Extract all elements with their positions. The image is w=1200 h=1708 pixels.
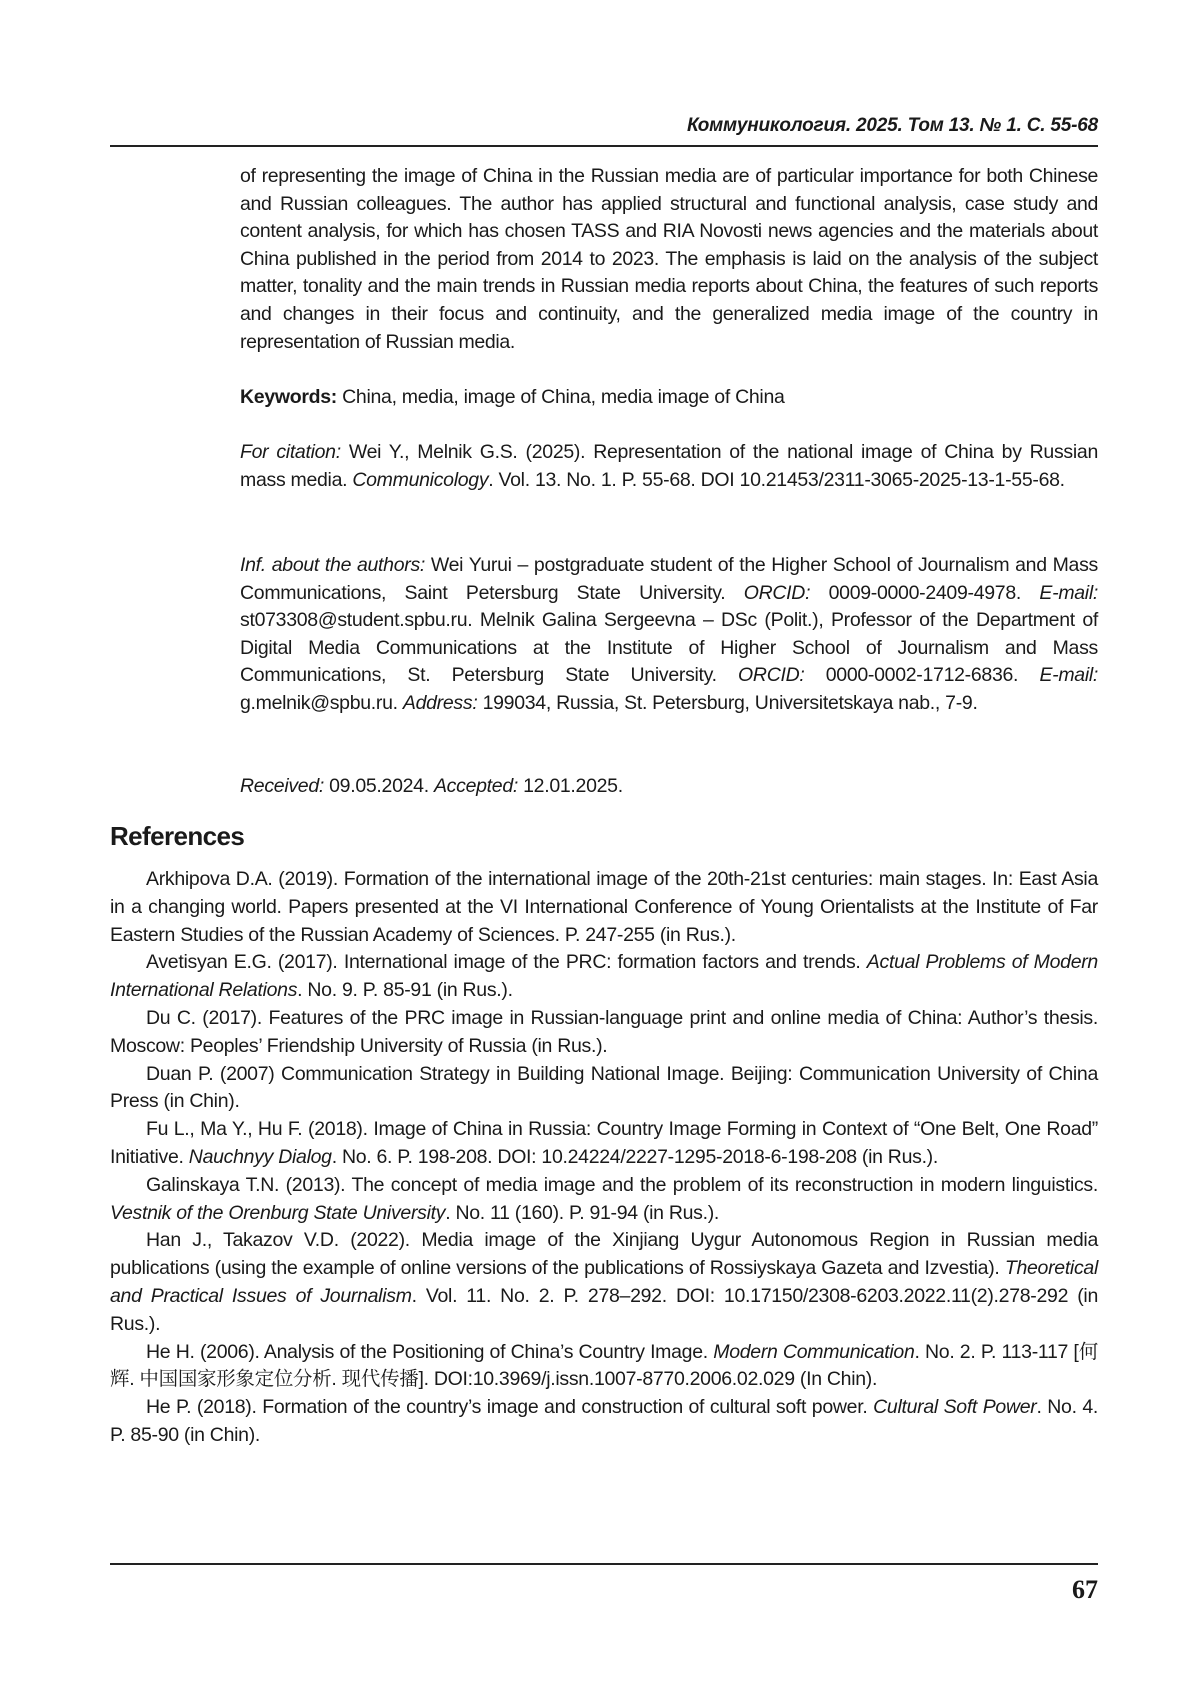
citation-text-1: Wei Y., Melnik G.S. (2025). Representation of the national image of China by Russian mass media. [240, 441, 1098, 491]
reference-source: Nauchnyy Dialog [188, 1145, 332, 1168]
authors-text-3: st073308@student.spbu.ru. Melnik Galina Sergeevna – DSc (Polit.), Professor of the Department of Digital Media Communications at the Institute of Higher School of Journalism and Mass Communications, St. Petersburg State University. [240, 609, 1098, 687]
reference-text: Han J., Takazov V.D. (2022). Media image of the Xinjiang Uygur Autonomous Region in Russian media publications (using the example of online versions of the publications of Rossiyskaya Gazeta and Izvestia). [110, 1229, 1098, 1280]
reference-text: Du C. (2017). Features of the PRC image in Russian-language print and online media of China: Author’s thesis. Moscow: Peoples’ Friendship University of Russia (in Rus.). [110, 1006, 1098, 1057]
authors-text-2: 0009-0000-2409-4978. [810, 581, 1040, 604]
running-title: Коммуникология. 2025. Том 13. № 1. С. 55-68 [686, 115, 1098, 136]
reference-tail: . No. 6. P. 198-208. DOI: 10.24224/2227-1295-2018-6-198-208 (in Rus.). [331, 1145, 938, 1168]
reference-tail: . No. 4. P. 85-90 (in Chin). [110, 1396, 1099, 1446]
keywords-label: Keywords: [240, 386, 337, 408]
accepted-label: Accepted: [433, 775, 518, 797]
page-number: 67 [1072, 1575, 1098, 1604]
orcid-label-2: ORCID: [738, 664, 805, 687]
reference-text: He P. (2018). Formation of the country’s image and construction of cultural soft power. [146, 1396, 874, 1419]
reference-tail: . Vol. 11. No. 2. P. 278–292. DOI: 10.17150/2308-6203.2022.11(2).278-292 (in Rus.). [110, 1284, 1098, 1335]
received-date: 09.05.2024. [324, 775, 434, 797]
reference-text: Fu L., Ma Y., Hu F. (2018). Image of China in Russia: Country Image Forming in Context of “One Belt, One Road” Initiative. [110, 1118, 1098, 1168]
reference-text: Duan P. (2007) Communication Strategy in Building National Image. Beijing: Communication University of China Press (in Chin). [110, 1062, 1098, 1113]
author-info [240, 552, 1098, 718]
received-accepted [240, 773, 1098, 801]
email-label-1: E-mail: [1039, 581, 1098, 604]
reference-item [110, 1339, 1098, 1395]
reference-source: Modern Communication [713, 1340, 915, 1363]
reference-item [110, 1227, 1098, 1338]
reference-source: Vestnik of the Orenburg State University [110, 1201, 446, 1224]
references-list [110, 866, 1098, 1450]
reference-source: Cultural Soft Power [873, 1396, 1037, 1419]
footer-rule [110, 1563, 1098, 1565]
authors-text-5: g.melnik@spbu.ru. [240, 691, 403, 714]
authors-text-6: 199034, Russia, St. Petersburg, Universitetskaya nab., 7-9. [477, 691, 978, 714]
reference-item [110, 1172, 1098, 1228]
address-label: Address: [402, 691, 478, 714]
citation-journal: Communicology [352, 468, 489, 491]
accepted-date: 12.01.2025. [518, 775, 623, 797]
keywords [240, 384, 1098, 412]
reference-item [110, 949, 1098, 1005]
reference-text: Avetisyan E.G. (2017). International image of the PRC: formation factors and trends. [146, 951, 867, 974]
reference-item [110, 1061, 1098, 1117]
reference-text: Arkhipova D.A. (2019). Formation of the international image of the 20th-21st centuries: main stages. In: East Asia in a changing world. Papers presented at the VI International Conference of Young Orientalists at the Institute of Far Eastern Studies of the Russian Academy of Sciences. P. 247-255 (in Rus.). [110, 868, 1098, 946]
reference-text: He H. (2006). Analysis of the Positioning of China’s Country Image. [146, 1340, 714, 1363]
reference-tail: . No. 9. P. 85-91 (in Rus.). [297, 979, 513, 1002]
reference-tail: . No. 11 (160). P. 91-94 (in Rus.). [445, 1201, 720, 1224]
authors-text-1: Wei Yurui – postgraduate student of the Higher School of Journalism and Mass Communications, Saint Petersburg State University. [240, 554, 1098, 604]
citation-text-2: . Vol. 13. No. 1. P. 55-68. DOI 10.21453/2311-3065-2025-13-1-55-68. [488, 468, 1065, 491]
received-label: Received: [240, 775, 325, 797]
keywords-text: China, media, image of China, media image of China [337, 386, 785, 408]
references-heading: References [110, 821, 245, 851]
orcid-label-1: ORCID: [743, 581, 811, 604]
abstract-text: of representing the image of China in the Russian media are of particular importance for both Chinese and Russian colleagues. The author has applied structural and functional analysis, case study and content analysis, for which has chosen TASS and RIA Novosti news agencies and the materials about China published in the period from 2014 to 2023. The emphasis is laid on the analysis of the subject matter, tonality and the main trends in Russian media reports about China, the features of such reports and changes in their focus and continuity, and the generalized media image of the country in representation of Russian media. [240, 165, 1098, 353]
reference-item [110, 866, 1098, 949]
reference-source: Actual Problems of Modern International Relations [110, 951, 1098, 1002]
reference-item [110, 1005, 1098, 1061]
citation-label: For citation: [240, 441, 341, 463]
authors-text-4: 0000-0002-1712-6836. [804, 664, 1040, 687]
email-label-2: E-mail: [1039, 664, 1099, 687]
reference-text: Galinskaya T.N. (2013). The concept of media image and the problem of its reconstruction in modern linguistics. [146, 1173, 1098, 1196]
reference-item [110, 1394, 1098, 1450]
citation [240, 439, 1098, 494]
authors-label: Inf. about the authors: [240, 554, 426, 576]
reference-source: Theoretical and Practical Issues of Journalism [110, 1257, 1098, 1307]
running-header [110, 111, 1098, 147]
reference-tail: . No. 2. P. 113-117 [何辉. 中国国家形象定位分析. 现代传播]. DOI:10.3969/j.issn.1007-8770.2006.02.029 (In Chin). [110, 1340, 1099, 1391]
abstract [240, 163, 1098, 356]
reference-item [110, 1116, 1098, 1172]
